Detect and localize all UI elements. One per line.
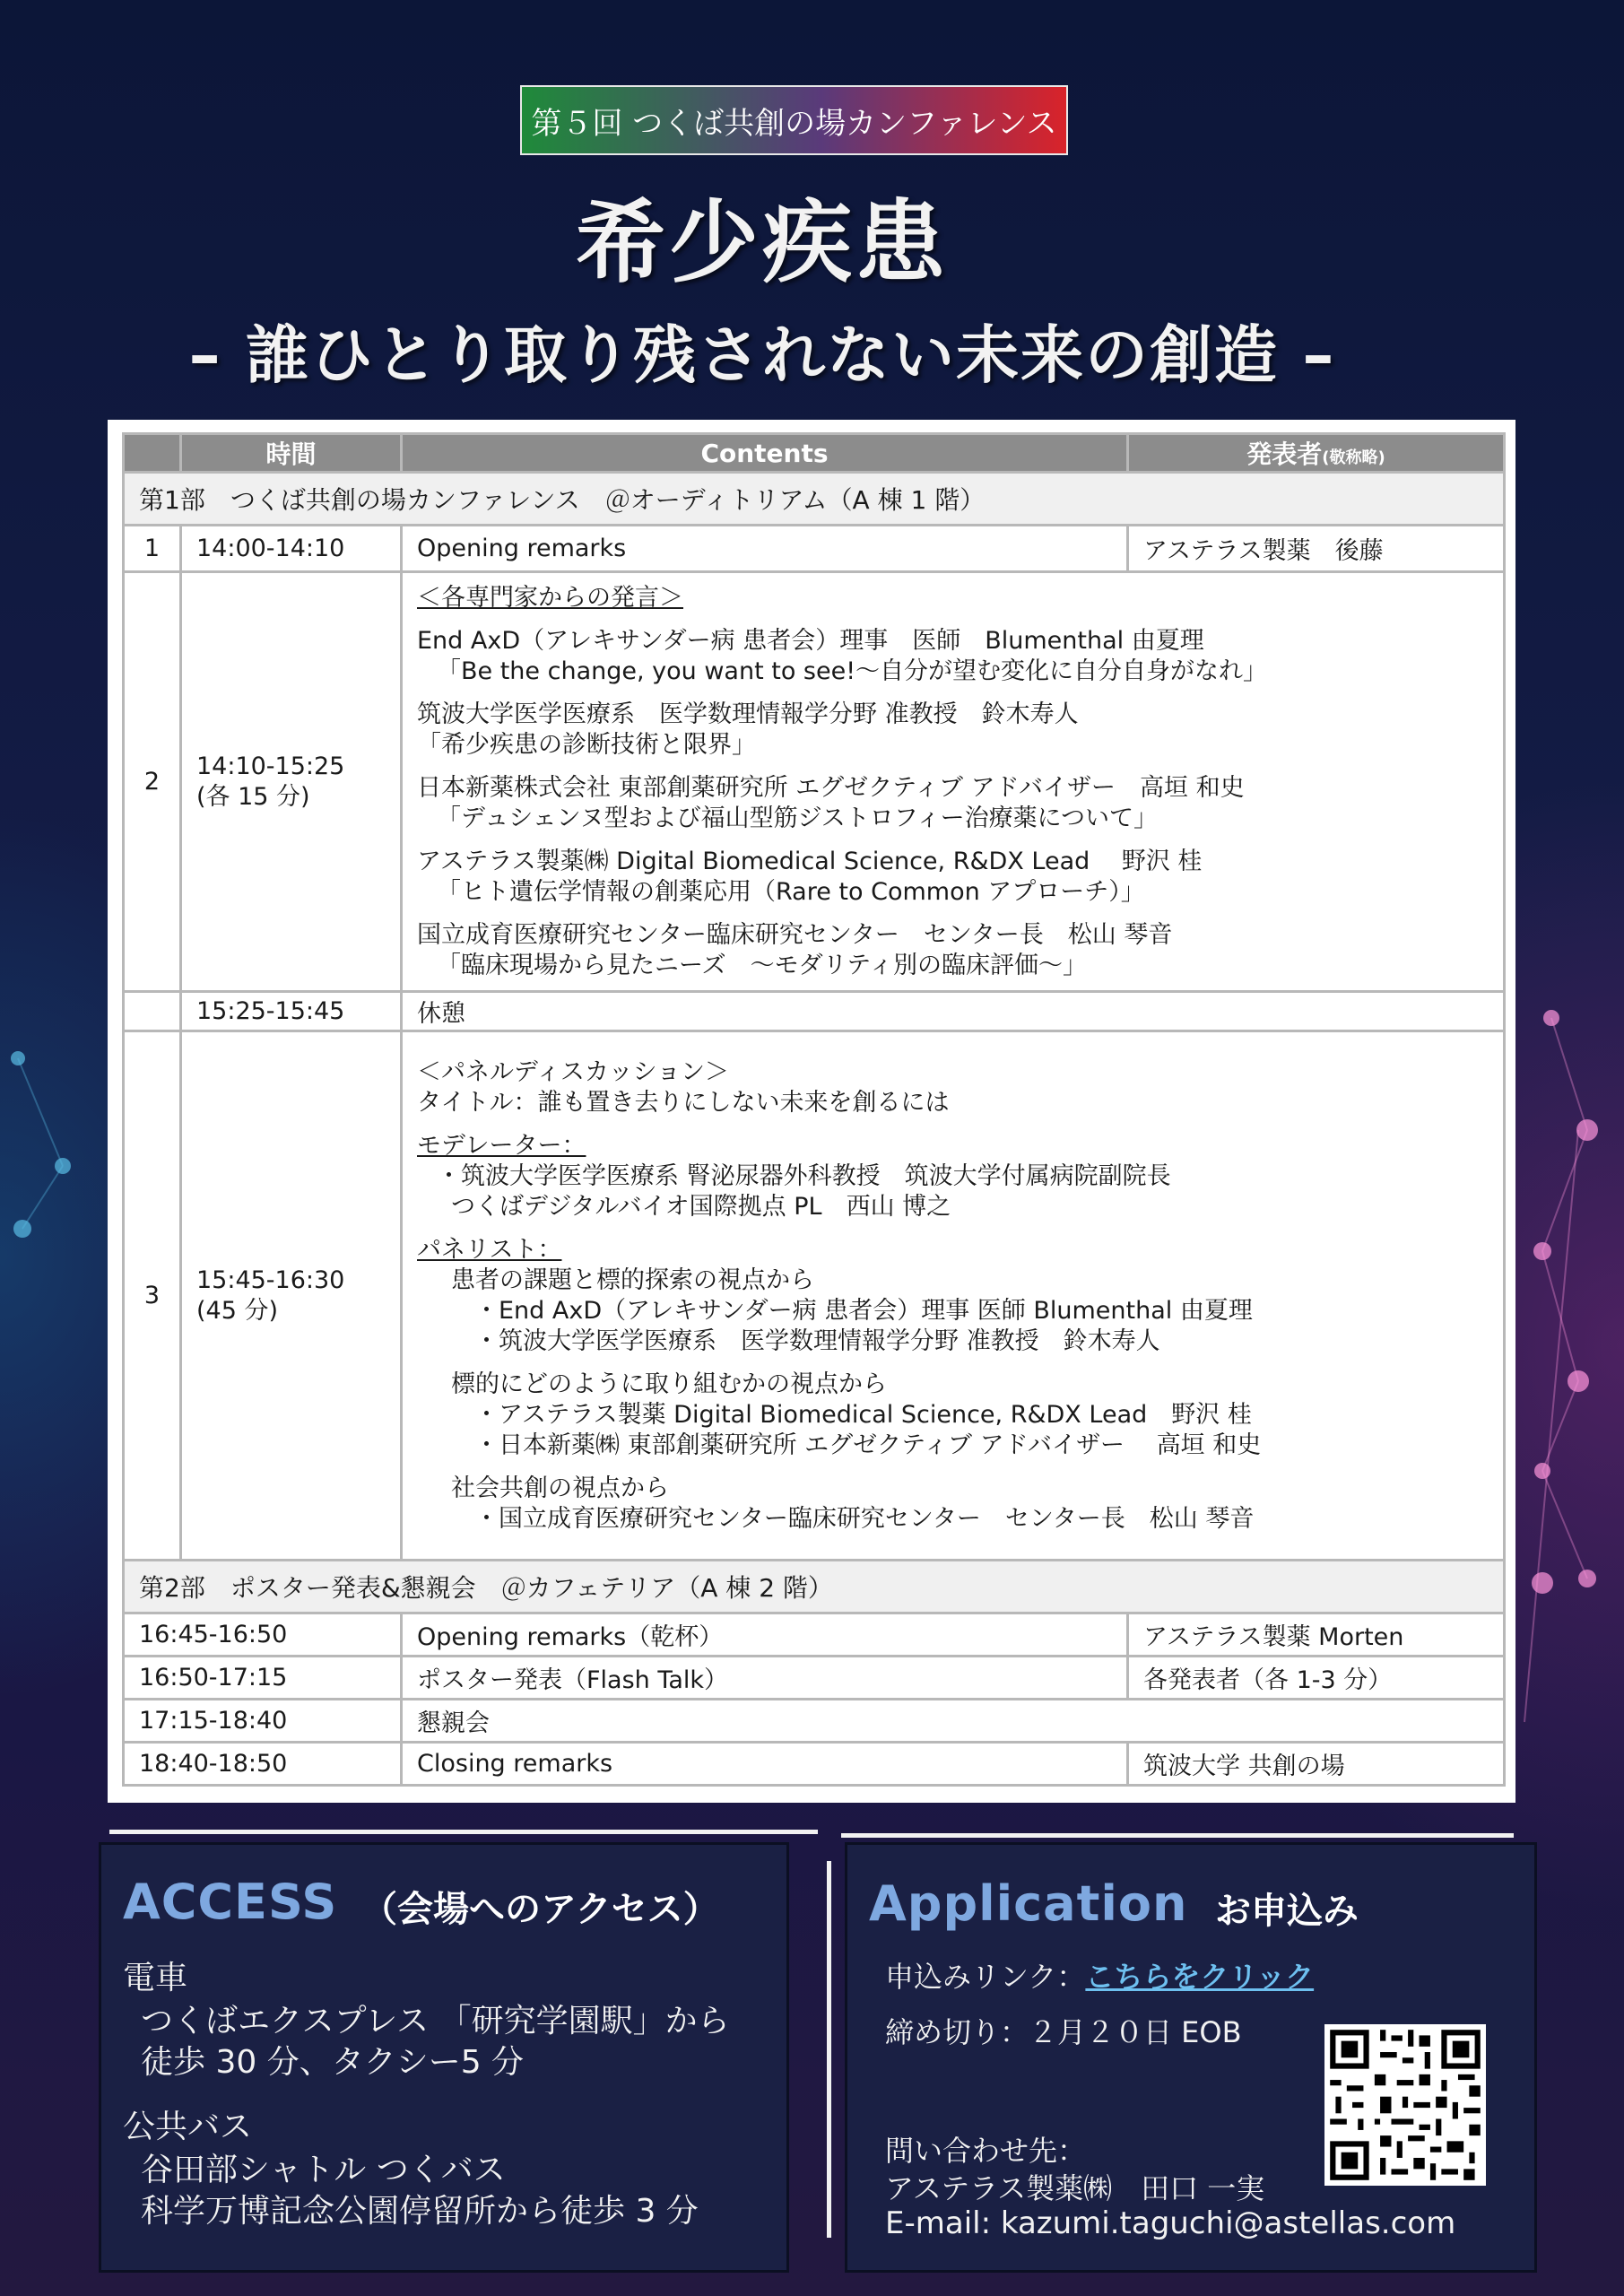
column-header-presenter (1128, 434, 1505, 473)
presenter-header-note: (敬称略) (1322, 448, 1385, 467)
table-row (124, 992, 1505, 1031)
access-subtitle: （会場へのアクセス） (361, 1889, 719, 1930)
panelist-line: ・End AxD（アレキサンダー病 患者会）理事 医師 Blumenthal 由夏理 (474, 1296, 1253, 1325)
divider-left (109, 1830, 818, 1834)
row-number: 1 (124, 526, 181, 572)
apply-link-row (885, 1954, 1314, 1996)
row-time: 15:45-16:30 (196, 1265, 345, 1294)
apply-link-label: 申込みリンク： (885, 1960, 1086, 1994)
column-header-contents: Contents (402, 434, 1128, 473)
train-line: 徒歩 30 分、タクシー5 分 (141, 2044, 525, 2081)
qr-code-icon[interactable] (1324, 2024, 1486, 2186)
program-table (122, 432, 1506, 1787)
panelist-label: パネリスト： (417, 1235, 562, 1264)
moderator-label: モデレーター： (417, 1131, 586, 1160)
row-time-cell (181, 572, 402, 992)
row-number: 2 (124, 572, 181, 992)
table-row (124, 1743, 1505, 1786)
speaker-name: アステラス製薬㈱ Digital Biomedical Science, R&DX Lead 野沢 桂 (417, 847, 1203, 875)
part1-label: 第1部 つくば共創の場カンファレンス ＠オーディトリアム（A 棟 1 階） (124, 473, 1505, 526)
speakers-heading: ＜各専門家からの発言＞ (417, 583, 683, 612)
row-content: Opening remarks (402, 526, 1128, 572)
row-duration: (45 分) (196, 1296, 279, 1325)
row-content: 懇親会 (402, 1700, 1505, 1743)
panelist-line: ・アステラス製薬 Digital Biomedical Science, R&DX Lead 野沢 桂 (474, 1400, 1252, 1429)
access-box (99, 1842, 789, 2273)
part2-header-row (124, 1561, 1505, 1613)
panelist-line: ・国立成育医療研究センター臨床研究センター センター長 松山 琴音 (474, 1504, 1255, 1533)
row-presenter: 各発表者（各 1-3 分） (1128, 1657, 1505, 1700)
divider-right (841, 1833, 1514, 1838)
presenter-header-label: 発表者 (1246, 439, 1323, 469)
speaker-name: 日本新薬株式会社 東部創薬研究所 エグゼクティブ アドバイザー 高垣 和史 (417, 773, 1245, 802)
speaker-name: 国立成育医療研究センター臨床研究センター センター長 松山 琴音 (417, 920, 1173, 949)
row-time: 16:45-16:50 (124, 1613, 402, 1657)
row-time: 14:10-15:25 (196, 752, 345, 780)
contact-name: アステラス製薬㈱ 田口 一実 (885, 2171, 1265, 2205)
panelist-line: ・筑波大学医学医療系 医学数理情報学分野 准教授 鈴木寿人 (474, 1326, 1160, 1355)
program-panel (108, 420, 1515, 1803)
row-duration: (各 15 分) (196, 782, 310, 811)
row-presenter: アステラス製薬 後藤 (1128, 526, 1505, 572)
speaker-topic: 「ヒト遺伝学情報の創薬応用（Rare to Common アプローチ）」 (437, 877, 1145, 906)
table-row (124, 1031, 1505, 1561)
row-content: ポスター発表（Flash Talk） (402, 1657, 1128, 1700)
speaker-topic: 「希少疾患の診断技術と限界」 (417, 730, 756, 759)
row-content: Opening remarks（乾杯） (402, 1613, 1128, 1657)
contact-label: 問い合わせ先： (885, 2134, 1087, 2168)
divider-vertical (827, 1861, 831, 2238)
table-row (124, 1700, 1505, 1743)
conference-badge: 第５回 つくば共創の場カンファレンス (520, 85, 1068, 155)
apply-link[interactable]: こちらをクリック (1085, 1960, 1315, 1994)
column-header-number (124, 434, 181, 473)
part1-header-row (124, 473, 1505, 526)
speaker-name: 筑波大学医学医療系 医学数理情報学分野 准教授 鈴木寿人 (417, 700, 1079, 728)
application-subtitle: お申込み (1215, 1891, 1359, 1932)
speakers-cell (402, 572, 1505, 992)
page-title: 希少疾患 (576, 190, 949, 295)
panel-group-title: 社会共創の視点から (451, 1474, 669, 1502)
row-time: 14:00-14:10 (181, 526, 402, 572)
row-time: 15:25-15:45 (181, 992, 402, 1031)
panel-heading: ＜パネルディスカッション＞ (417, 1057, 730, 1086)
speaker-topic: 「Be the change, you want to see!～自分が望む変化に自分自身がなれ」 (437, 657, 1268, 685)
row-time: 16:50-17:15 (124, 1657, 402, 1700)
panel-cell (402, 1031, 1505, 1561)
part2-label: 第2部 ポスター発表&懇親会 ＠カフェテリア（A 棟 2 階） (124, 1561, 1505, 1613)
row-presenter: アステラス製薬 Morten (1128, 1613, 1505, 1657)
moderator-line: つくばデジタルバイオ国際拠点 PL 西山 博之 (451, 1192, 951, 1221)
column-header-time: 時間 (181, 434, 402, 473)
row-time: 17:15-18:40 (124, 1700, 402, 1743)
panelist-line: ・日本新薬㈱ 東部創薬研究所 エグゼクティブ アドバイザー 高垣 和史 (474, 1431, 1262, 1459)
access-title: ACCESS (123, 1874, 338, 1930)
panel-group-title: 標的にどのように取り組むかの視点から (451, 1370, 887, 1398)
application-title: Application (869, 1875, 1188, 1932)
speaker-topic: 「デュシェンヌ型および福山型筋ジストロフィー治療薬について」 (437, 804, 1159, 832)
panel-group-title: 患者の課題と標的探索の視点から (451, 1265, 814, 1294)
table-row (124, 572, 1505, 992)
table-header-row (124, 434, 1505, 473)
panel-title: タイトル：誰も置き去りにしない未来を創るには (417, 1088, 950, 1117)
row-time: 18:40-18:50 (124, 1743, 402, 1786)
train-label: 電車 (123, 1960, 188, 1996)
bus-label: 公共バス (123, 2109, 253, 2145)
bus-line: 科学万博記念公園停留所から徒歩 3 分 (141, 2193, 699, 2230)
table-row (124, 526, 1505, 572)
table-row (124, 1613, 1505, 1657)
row-content: 休憩 (402, 992, 1505, 1031)
moderator-line: ・筑波大学医学医療系 腎泌尿器外科教授 筑波大学付属病院副院長 (437, 1161, 1171, 1190)
row-time-cell (181, 1031, 402, 1561)
table-row (124, 1657, 1505, 1700)
bus-line: 谷田部シャトル つくバス (141, 2152, 506, 2188)
application-box (845, 1842, 1537, 2273)
speaker-topic: 「臨床現場から見たニーズ ～モダリティ別の臨床評価～」 (437, 951, 1087, 979)
row-content: Closing remarks (402, 1743, 1128, 1786)
page-subtitle: – 誰ひとり取り残されない未来の創造 – (188, 318, 1336, 392)
speaker-name: End AxD（アレキサンダー病 患者会）理事 医師 Blumenthal 由夏理 (417, 626, 1204, 655)
deadline: 締め切り：２月２０日 EOB (885, 2015, 1242, 2049)
row-number: 3 (124, 1031, 181, 1561)
row-presenter: 筑波大学 共創の場 (1128, 1743, 1505, 1786)
train-line: つくばエクスプレス 「研究学園駅」から (141, 2003, 730, 2039)
contact-email[interactable]: E-mail: kazumi.taguchi@astellas.com (885, 2205, 1456, 2241)
